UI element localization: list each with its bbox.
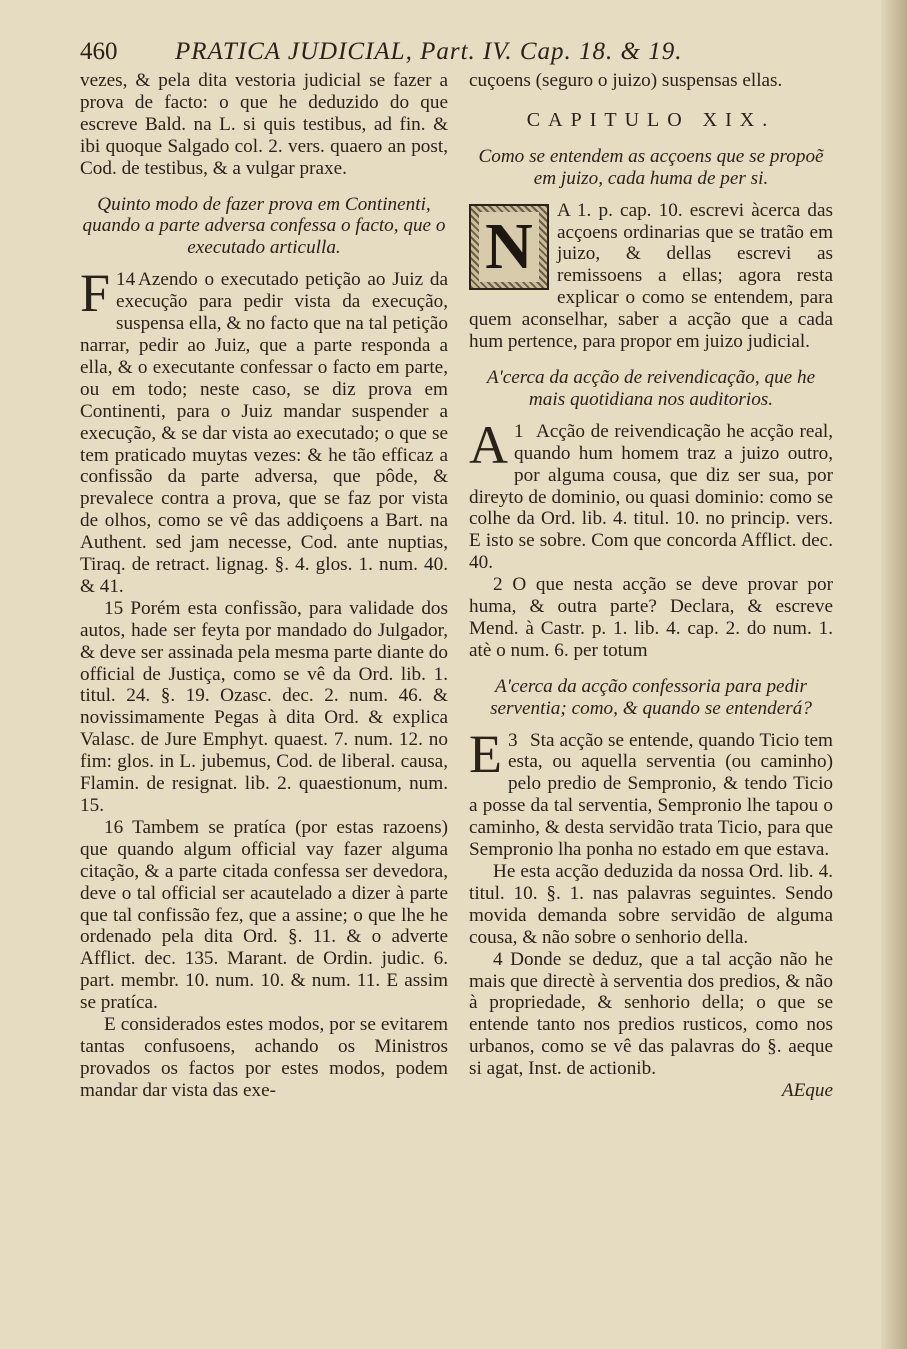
paragraph-14 bbox=[80, 263, 448, 598]
paragraph-1 bbox=[469, 414, 833, 574]
catchword: AEque bbox=[781, 1080, 833, 1102]
running-title: PRATICA JUDICIAL, Part. IV. Cap. 18. & 19. bbox=[175, 38, 683, 65]
paragraph-closing: E considerados estes modos, por se evitarem tantas confusoens, achando os Ministros provados os factos por estes modos, podem mandar dar vista das exe- bbox=[80, 1014, 448, 1101]
drop-cap: F bbox=[80, 263, 111, 324]
paragraph-14-text: Azendo o executado petição ao Juiz da execução para pedir vista da execução, suspensa ella, & no facto que na tal petição narrar, pedir ao Juiz, que a parte responda a ella, & o executante confessar o facto em parte, ou em todo; neste caso, se diz prova em Continenti, para o Juiz mandar suspender a execução, & se dar vista ao executado; o que se tem praticado muytas vezes: & he tão efficaz a confissão da parte adversa, que pôde, & prevalece contra a prova, que se faz por vista de olhos, como se vê das addiçoens a Bart. na Authent. sed jam necesse, Cod. ante nuptias, Tiraq. de retract. lignag. §. 4. glos. 1. num. 40. & 41. bbox=[80, 269, 448, 597]
paragraph-15: 15 Porém esta confissão, para validade dos autos, hade ser feyta por mandado do Julgador, & deve ser assinada pela mesma parte diante do official de Justiça, como se vê da Ord. lib. 1. titul. 24. §. 19. Ozasc. dec. 2. num. 46. & novissimamente Pegas à dita Ord. & explica Valasc. de Jure Emphyt. quaest. 7. num. 12. no fim: glos. in L. jubemus, Cod. de liberal. causa, Flamin. de resignat. lib. 2. quaestionum, num. 15. bbox=[80, 597, 448, 816]
paragraph-16: 16 Tambem se pratíca (por estas razoens) que quando algum official vay fazer alguma citação, & a parte citada confessa ser devedora, deve o tal official ser acautelado a dizer à parte que tal confissão fez, que a assine; o que lhe he ordenado pela dita Ord. §. 11. & o adverte Afflict. dec. 135. Marant. de Ordin. judic. 6. part. membr. 10. num. 10. & num. 11. E assim se pratíca. bbox=[80, 816, 448, 1014]
paragraph-3 bbox=[469, 723, 833, 861]
chapter-heading: CAPITULO XIX. bbox=[526, 108, 776, 131]
paragraph-1-text: Acção de reivendicação he acção real, quando hum homem traz a juizo outro, por alguma cousa, que diz ser sua, por direyto de dominio, ou quasi dominio: como se colhe da Ord. lib. 4. titul. 10. no princip. vers. E isto se sobre. Com que concorda Afflict. dec. 40. bbox=[469, 420, 833, 574]
paragraph-4: 4 Donde se deduz, que a tal acção não he mais que directè à serventia dos predios, & não à propriedade, & senhorio della; o que se entende tanto nos predios rusticos, como nos urbanos, como se vê das palavras do §. aeque si agat, Inst. de actionib. bbox=[469, 948, 833, 1080]
drop-cap: E bbox=[469, 723, 502, 784]
paragraph-intro bbox=[469, 200, 833, 353]
section-heading-quinto-modo: Quinto modo de fazer prova em Continenti, quando a parte adversa confessa o facto, que o executado articulla. bbox=[82, 193, 446, 259]
paragraph-continued: cuçoens (seguro o juizo) suspensas ellas. bbox=[469, 70, 783, 91]
paragraph-continued: vezes, & pela dita vestoria judicial se fazer a prova de facto: o que he deduzido do que escreve Bald. na L. si quis testibus, ad fin. & ibi quoque Salgado col. 2. vers. quaero an post, Cod. de testibus, & a vulgar praxe. bbox=[80, 70, 448, 179]
paragraph-number: 1 bbox=[514, 420, 524, 442]
left-column bbox=[80, 70, 448, 1102]
page-number: 460 bbox=[80, 38, 118, 65]
drop-cap: A bbox=[469, 414, 508, 475]
paragraph-number: 14 bbox=[116, 269, 136, 291]
paragraph-intro-text: A 1. p. cap. 10. escrevi àcerca das acçoens ordinarias que se tratão em juizo, & dellas escrevi as remissoens a ellas; agora resta explicar o como se entendem, para quem aconselhar, saber a acção que a cada hum pertence, para propor em juizo judicial. bbox=[469, 199, 833, 353]
paragraph-2: 2 O que nesta acção se deve provar por huma, & outra parte? Declara, & escreve Mend. à Castr. p. 1. lib. 4. cap. 2. do num. 1. atè o num. 6. per totum bbox=[469, 574, 833, 661]
paragraph-number: 3 bbox=[508, 729, 518, 751]
ornamental-initial bbox=[469, 204, 549, 290]
running-header bbox=[80, 38, 840, 70]
section-heading-confessoria: A'cerca da acção confessoria para pedir serventia; como, & quando se entenderá? bbox=[490, 675, 812, 719]
right-column bbox=[469, 70, 833, 1102]
paragraph-3-text: Sta acção se entende, quando Ticio tem esta, ou aquella serventia (ou caminho) pelo predio de Sempronio, & tendo Ticio a posse da tal serventia, Sempronio lhe tapou o caminho, & desta servidão trata Ticio, para que Sempronio lha ponha no estado em que estava. bbox=[469, 729, 833, 861]
page-edge bbox=[881, 0, 907, 1349]
paragraph-3b: He esta acção deduzida da nossa Ord. lib. 4. titul. 10. §. 1. nas palavras seguintes. Sendo movida demanda sobre servidão de alguma cousa, & não sobre o senhorio della. bbox=[469, 861, 833, 948]
chapter-subtitle: Como se entendem as acçoens que se propoẽ em juizo, cada huma de per si. bbox=[478, 145, 824, 189]
section-heading-reivendicacao: A'cerca da acção de reivendicação, que he mais quotidiana nos auditorios. bbox=[486, 366, 816, 410]
ornamental-letter: N bbox=[479, 212, 539, 282]
